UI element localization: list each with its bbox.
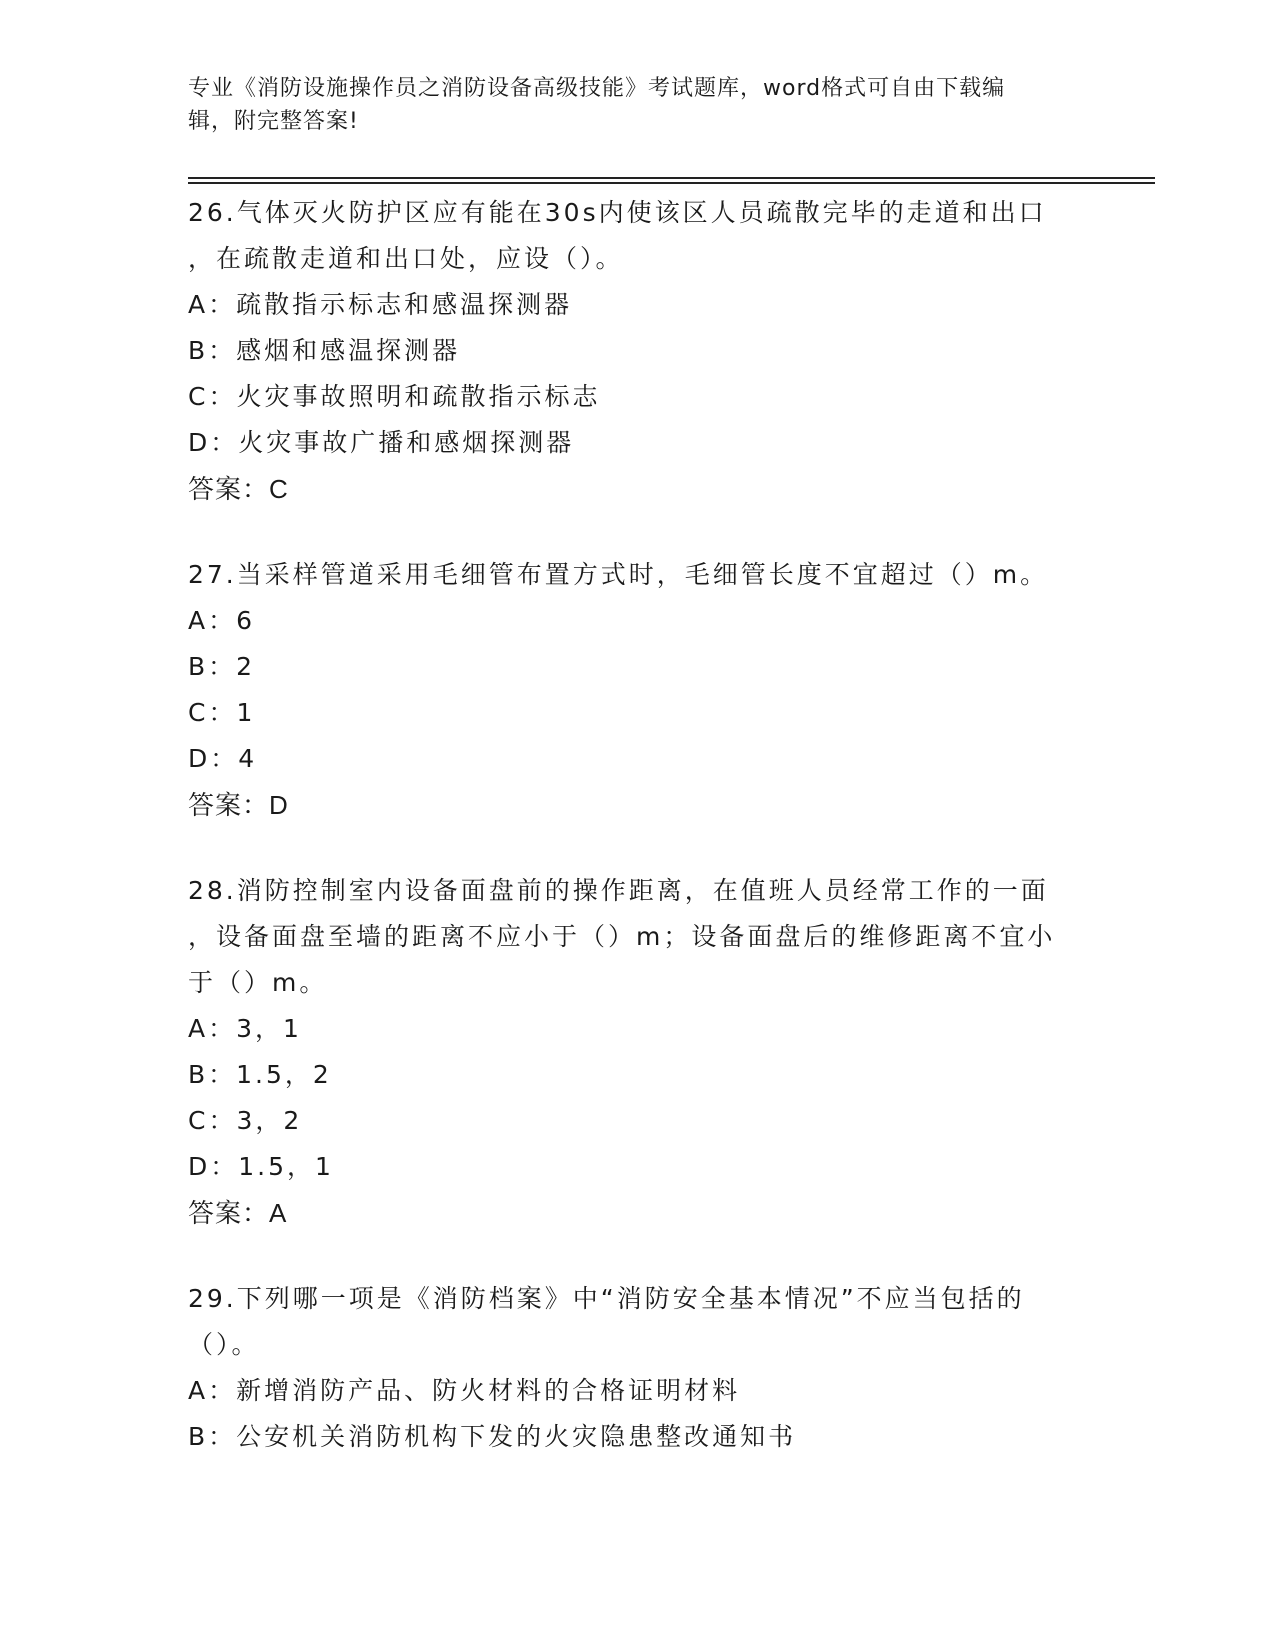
option-d: D：4 bbox=[188, 744, 258, 773]
option-a: A：3，1 bbox=[188, 1014, 302, 1043]
answer-label: 答案：C bbox=[188, 474, 289, 504]
question-stem-line: （）。 bbox=[188, 1330, 260, 1359]
question-29 bbox=[188, 1276, 1068, 1460]
option-b: B：2 bbox=[188, 652, 256, 681]
question-stem-line: 于（）m。 bbox=[188, 968, 328, 997]
question-26 bbox=[188, 190, 1068, 512]
option-a: A：疏散指示标志和感温探测器 bbox=[188, 290, 573, 319]
question-28 bbox=[188, 868, 1068, 1236]
option-d: D：1.5，1 bbox=[188, 1152, 334, 1181]
option-b: B：公安机关消防机构下发的火灾隐患整改通知书 bbox=[188, 1422, 797, 1451]
question-stem-line: ，设备面盘至墙的距离不应小于（）m；设备面盘后的维修距离不宜小 bbox=[188, 922, 1056, 951]
header-line-2: 辑，附完整答案! bbox=[188, 109, 359, 134]
question-stem-line: 28.消防控制室内设备面盘前的操作距离，在值班人员经常工作的一面 bbox=[188, 876, 1049, 905]
option-b: B：1.5，2 bbox=[188, 1060, 332, 1089]
question-27 bbox=[188, 552, 1068, 828]
option-c: C：1 bbox=[188, 698, 256, 727]
question-stem-line: 29.下列哪一项是《消防档案》中“消防安全基本情况”不应当包括的 bbox=[188, 1284, 1025, 1313]
question-stem-line: 27.当采样管道采用毛细管布置方式时，毛细管长度不宜超过（）m。 bbox=[188, 560, 1049, 589]
answer-label: 答案：D bbox=[188, 790, 289, 820]
header-divider-bottom bbox=[188, 182, 1155, 184]
option-a: A：6 bbox=[188, 606, 256, 635]
option-c: C：3，2 bbox=[188, 1106, 303, 1135]
option-b: B：感烟和感温探测器 bbox=[188, 336, 461, 365]
option-c: C：火灾事故照明和疏散指示标志 bbox=[188, 382, 601, 411]
question-list bbox=[188, 190, 1068, 1500]
document-header bbox=[188, 72, 1068, 138]
header-divider-top bbox=[188, 177, 1155, 179]
answer-label: 答案：A bbox=[188, 1198, 288, 1228]
question-stem-line: 26.气体灭火防护区应有能在30s内使该区人员疏散完毕的走道和出口 bbox=[188, 198, 1047, 227]
header-line-1: 专业《消防设施操作员之消防设备高级技能》考试题库，word格式可自由下载编 bbox=[188, 76, 1006, 101]
option-d: D：火灾事故广播和感烟探测器 bbox=[188, 428, 575, 457]
question-stem-line: ，在疏散走道和出口处，应设（）。 bbox=[188, 244, 624, 273]
option-a: A：新增消防产品、防火材料的合格证明材料 bbox=[188, 1376, 741, 1405]
